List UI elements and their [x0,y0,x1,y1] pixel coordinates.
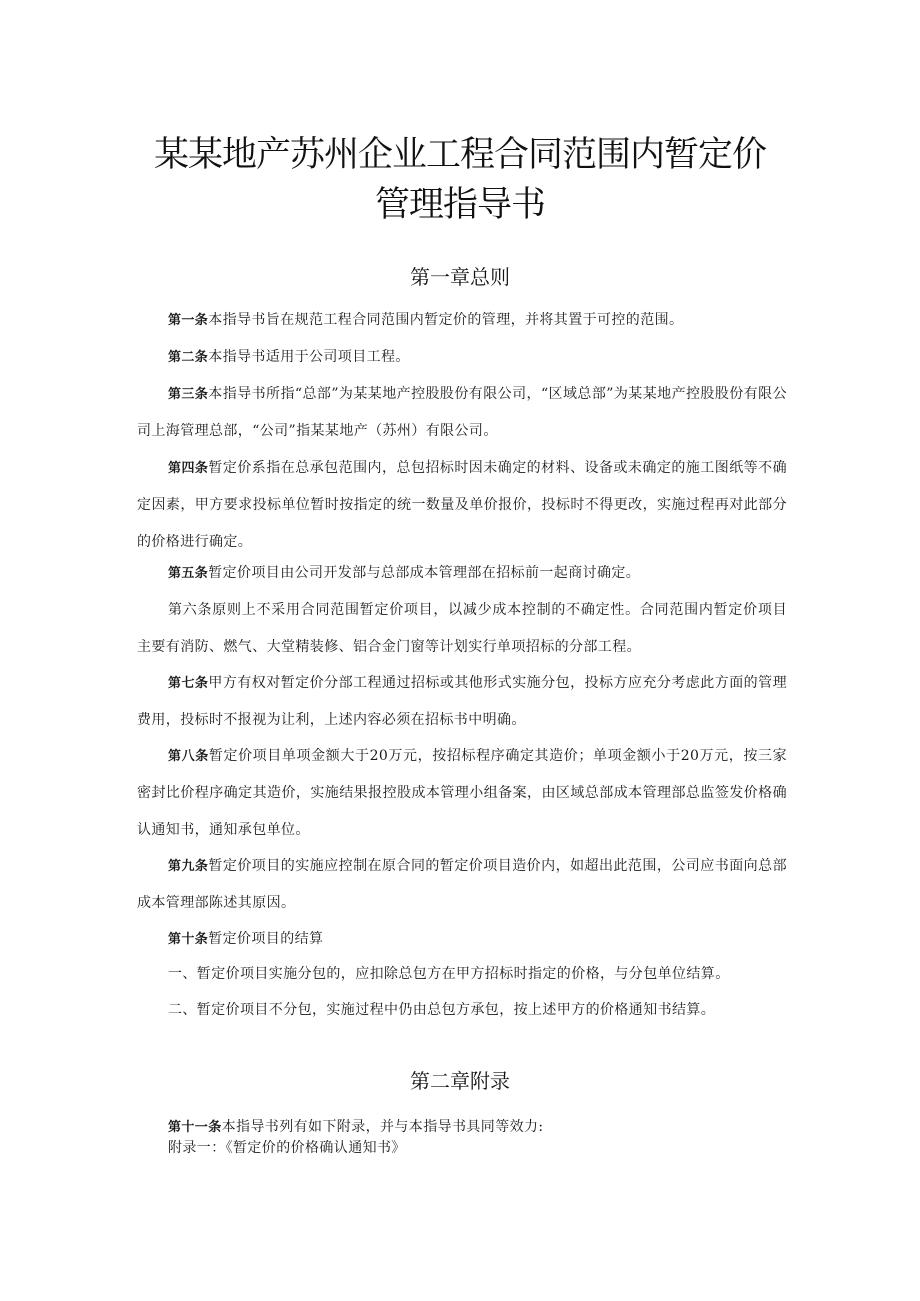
article-label: 第十一条 [168,1120,222,1135]
article-text: 甲方有权对暂定价分部工程通过招标或其他形式实施分包，投标方应充分考虑此方面的管理费用，投标时不报视为让利，上述内容必须在招标书中明确。 [137,675,788,728]
article-11 [137,1117,787,1138]
article-label: 第二条 [168,350,209,365]
article-text: 暂定价项目由公司开发部与总部成本管理部在招标前一起商讨确定。 [208,565,641,581]
article-text: 暂定价系指在总承包范围内，总包招标时因未确定的材料、设备或未确定的施工图纸等不确定因素，甲方要求投标单位暂时按指定的统一数量及单价报价，投标时不得更改，实施过程再对此部分的价格进行确定。 [137,460,788,550]
article-label: 第七条 [168,676,209,691]
article-7 [137,665,787,739]
article-1 [137,302,787,339]
article-label: 第一条 [168,313,209,328]
article-text: 本指导书列有如下附录，并与本指导书具同等效力: [221,1119,544,1135]
article-9 [137,848,787,922]
clause-item-1: 一、暂定价项目实施分包的，应扣除总包方在甲方招标时指定的价格，与分包单位结算。 [168,966,730,982]
clause-item-2: 二、暂定价项目不分包，实施过程中仍由总包方承包，按上述甲方的价格通知书结算。 [168,1002,716,1018]
chapter-1-heading: 第一章总则 [410,265,510,289]
article-3 [137,376,787,450]
article-text: 暂定价项目的实施应控制在原合同的暂定价项目造价内，如超出此范围，公司应书面向总部成本管理部陈述其原因。 [137,858,788,911]
article-text: 暂定价项目单项金额大于20万元，按招标程序确定其造价；单项金额小于20万元，按三家密封比价程序确定其造价，实施结果报控股成本管理小组备案，由区域总部成本管理部总监签发价格确认通知书，通知承包单位。 [137,748,787,838]
article-4 [137,450,787,561]
appendix-item: 附录一：《暂定价的价格确认通知书》 [168,1140,406,1156]
article-text: 本指导书所指“总部”为某某地产控股股份有限公司，“区域总部”为某某地产控股股份有限公司上海管理总部，“公司”指某某地产（苏州）有限公司。 [137,386,787,439]
article-label: 第四条 [168,461,209,476]
article-label: 第九条 [168,859,209,874]
article-text: 暂定价项目的结算 [208,931,324,947]
article-text: 本指导书旨在规范工程合同范围内暂定价的管理，并将其置于可控的范围。 [208,312,684,328]
chapter-2-heading: 第二章附录 [410,1069,510,1093]
article-2 [137,339,787,376]
document-title-line-2: 管理指导书 [374,185,545,225]
article-label: 第三条 [168,387,209,402]
article-label: 第五条 [168,566,209,581]
article-label: 第八条 [168,749,209,764]
article-6 [137,592,787,666]
article-10 [137,921,787,958]
article-5 [137,555,787,592]
article-text: 第六条原则上不采用合同范围暂定价项目，以减少成本控制的不确定性。合同范围内暂定价项目主要有消防、燃气、大堂精装修、铝合金门窗等计划实行单项招标的分部工程。 [137,602,787,655]
article-label: 第十条 [168,932,209,947]
document-title-line-1: 某某地产苏州企业工程合同范围内暂定价 [153,135,766,175]
article-8 [137,738,787,849]
article-text: 本指导书适用于公司项目工程。 [208,349,410,365]
